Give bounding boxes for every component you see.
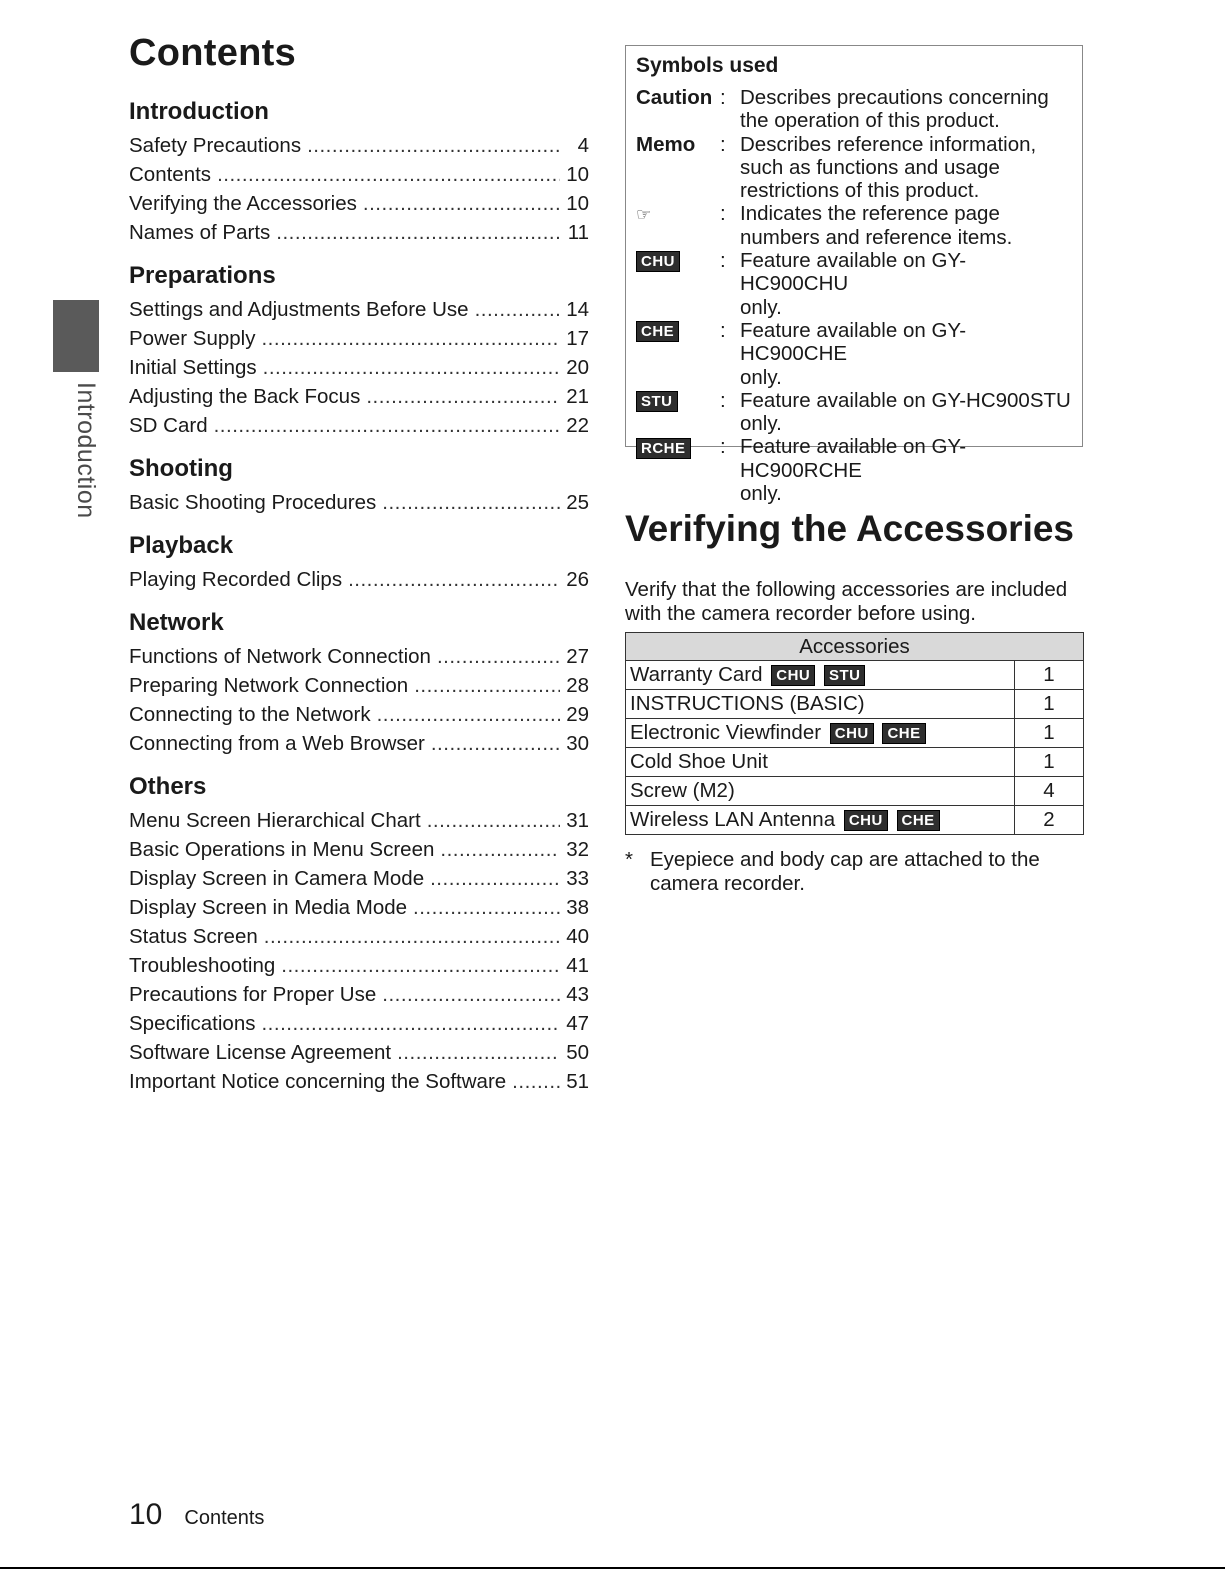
- symbol-colon: :: [720, 132, 726, 156]
- toc-entry-title: Power Supply: [129, 327, 256, 350]
- symbol-colon: :: [720, 202, 726, 226]
- toc-section: [129, 454, 589, 517]
- toc-section: [129, 608, 589, 758]
- accessory-name-cell: [626, 661, 1015, 690]
- toc-leader-dots: [512, 1067, 560, 1096]
- toc-entry[interactable]: [129, 835, 589, 864]
- toc-entry-page: 41: [566, 954, 589, 977]
- toc-entry-title: Connecting from a Web Browser: [129, 732, 425, 755]
- toc-entry-title: Basic Shooting Procedures: [129, 491, 377, 514]
- toc-entry-title: Menu Screen Hierarchical Chart: [129, 809, 421, 832]
- accessory-name-cell: [626, 748, 1015, 777]
- toc-entry-page: 30: [566, 732, 589, 755]
- symbol-row: [636, 389, 1072, 436]
- accessory-row: [626, 748, 1084, 777]
- symbol-description-line: Feature available on GY-HC900CHU: [740, 249, 967, 296]
- accessory-quantity: 1: [1015, 719, 1084, 748]
- toc-entry-page: 31: [566, 809, 589, 832]
- toc-entry-title: Status Screen: [129, 925, 258, 948]
- accessory-name: Screw (M2): [630, 779, 735, 802]
- toc-entry-title: Specifications: [129, 1012, 256, 1035]
- toc-entry-page: 22: [566, 414, 589, 437]
- accessory-row: [626, 719, 1084, 748]
- toc-section: [129, 772, 589, 1096]
- table-of-contents: [129, 97, 589, 1096]
- accessory-quantity: 2: [1015, 806, 1084, 835]
- toc-entry-title: Functions of Network Connection: [129, 645, 431, 668]
- toc-entry-page: 14: [566, 298, 589, 321]
- toc-entry-page: 10: [566, 192, 589, 215]
- toc-entry[interactable]: [129, 729, 589, 758]
- toc-entry-title: SD Card: [129, 414, 208, 437]
- accessories-note: [625, 848, 1085, 896]
- symbol-description-line: only.: [740, 412, 782, 436]
- accessories-heading: Verifying the Accessories: [625, 508, 1075, 549]
- symbol-description: [740, 202, 1072, 249]
- toc-entry-title: Troubleshooting: [129, 954, 276, 977]
- toc-entry-page: 20: [566, 356, 589, 379]
- symbol-description-line: Describes reference information,: [740, 132, 1037, 156]
- symbol-key: Caution: [636, 86, 713, 109]
- toc-leader-dots: [348, 565, 560, 594]
- toc-entry-title: Playing Recorded Clips: [129, 568, 343, 591]
- toc-entry-page: 4: [577, 134, 589, 157]
- symbols-title: Symbols used: [636, 54, 779, 77]
- toc-entry[interactable]: [129, 980, 589, 1009]
- symbol-row: [636, 319, 1072, 389]
- toc-entry-page: 50: [566, 1041, 589, 1064]
- toc-leader-dots: [263, 353, 561, 382]
- toc-entry-page: 17: [566, 327, 589, 350]
- toc-section-heading: Preparations: [129, 262, 276, 289]
- symbol-description: [740, 389, 1072, 436]
- toc-entry-title: Display Screen in Media Mode: [129, 896, 408, 919]
- toc-leader-dots: [440, 835, 560, 864]
- symbol-description-line: only.: [740, 482, 782, 506]
- toc-leader-dots: [413, 893, 560, 922]
- toc-section: [129, 97, 589, 247]
- toc-entry[interactable]: [129, 488, 589, 517]
- toc-entry[interactable]: [129, 353, 589, 382]
- toc-leader-dots: [414, 671, 560, 700]
- toc-entry-page: 27: [566, 645, 589, 668]
- accessory-name-cell: [626, 806, 1015, 835]
- symbol-description-line: Indicates the reference page: [740, 202, 1000, 226]
- toc-entry[interactable]: [129, 951, 589, 980]
- toc-section: [129, 261, 589, 440]
- toc-entry-title: Initial Settings: [129, 356, 257, 379]
- symbol-description: [740, 249, 1072, 319]
- toc-entry-title: Safety Precautions: [129, 134, 302, 157]
- symbol-colon: :: [720, 388, 726, 412]
- accessory-row: [626, 777, 1084, 806]
- accessory-row: [626, 690, 1084, 719]
- accessories-table: [625, 632, 1084, 835]
- symbol-description-line: numbers and reference items.: [740, 225, 1013, 249]
- model-badge-stu: STU: [636, 391, 678, 412]
- model-badge-stu: STU: [824, 665, 866, 686]
- toc-section-heading: Playback: [129, 532, 234, 559]
- toc-entry-title: Contents: [129, 163, 212, 186]
- toc-leader-dots: [431, 729, 560, 758]
- toc-entry-title: Software License Agreement: [129, 1041, 392, 1064]
- accessories-table-body: [626, 661, 1084, 835]
- toc-leader-dots: [307, 131, 561, 160]
- symbol-row: [636, 202, 1072, 249]
- accessory-name: Wireless LAN Antenna: [630, 808, 836, 831]
- accessory-name: Warranty Card: [630, 663, 763, 686]
- toc-leader-dots: [437, 642, 560, 671]
- toc-entry[interactable]: [129, 382, 589, 411]
- symbol-key: Memo: [636, 132, 696, 156]
- toc-section-heading: Network: [129, 609, 224, 636]
- model-badge-chu: CHU: [636, 251, 680, 272]
- toc-leader-dots: [475, 295, 561, 324]
- footer-page-number: 10: [129, 1498, 163, 1531]
- toc-entry-page: 11: [567, 221, 589, 244]
- symbol-description-line: only.: [740, 295, 782, 319]
- accessories-table-header-row: [626, 633, 1084, 661]
- toc-leader-dots: [214, 411, 561, 440]
- toc-entry[interactable]: [129, 671, 589, 700]
- accessories-intro: Verify that the following accessories are included with the camera recorder before using.: [625, 578, 1068, 625]
- toc-entry-title: Verifying the Accessories: [129, 192, 357, 215]
- toc-entry-page: 26: [566, 568, 589, 591]
- model-badge-che: CHE: [882, 723, 925, 744]
- toc-leader-dots: [382, 980, 560, 1009]
- accessory-row: [626, 806, 1084, 835]
- toc-entry-title: Settings and Adjustments Before Use: [129, 298, 469, 321]
- model-badge-rche: RCHE: [636, 438, 691, 459]
- symbol-key: [636, 249, 720, 319]
- toc-entry[interactable]: [129, 1067, 589, 1096]
- toc-entry[interactable]: [129, 218, 589, 247]
- toc-leader-dots: [397, 1038, 560, 1067]
- toc-entry[interactable]: [129, 324, 589, 353]
- accessory-row: [626, 661, 1084, 690]
- accessory-name: Cold Shoe Unit: [630, 750, 768, 773]
- toc-entry-title: Names of Parts: [129, 221, 271, 244]
- page-title: Contents: [129, 32, 297, 74]
- toc-entry-page: 33: [566, 867, 589, 890]
- toc-leader-dots: [363, 189, 560, 218]
- toc-entry[interactable]: [129, 864, 589, 893]
- symbol-description-line: restrictions of this product.: [740, 179, 980, 203]
- toc-leader-dots: [217, 160, 560, 189]
- toc-entry[interactable]: [129, 700, 589, 729]
- toc-entry-title: Important Notice concerning the Software: [129, 1070, 507, 1093]
- toc-section: [129, 531, 589, 594]
- toc-entry[interactable]: [129, 922, 589, 951]
- accessories-table-header: Accessories: [626, 633, 1084, 661]
- accessory-name-cell: [626, 777, 1015, 806]
- toc-entry[interactable]: [129, 642, 589, 671]
- accessory-quantity: 1: [1015, 661, 1084, 690]
- toc-leader-dots: [261, 1009, 560, 1038]
- toc-entry[interactable]: [129, 806, 589, 835]
- toc-leader-dots: [377, 700, 561, 729]
- toc-leader-dots: [430, 864, 560, 893]
- page-footer: [129, 1498, 264, 1532]
- symbol-row: [636, 435, 1072, 505]
- toc-entry-page: 10: [566, 163, 589, 186]
- model-badge-chu: CHU: [844, 810, 888, 831]
- toc-leader-dots: [264, 922, 560, 951]
- symbol-key: [636, 389, 720, 436]
- symbol-description-line: only.: [740, 365, 782, 389]
- symbol-colon: :: [720, 86, 726, 109]
- model-badge-che: CHE: [636, 321, 679, 342]
- toc-entry[interactable]: [129, 1009, 589, 1038]
- toc-entry-title: Adjusting the Back Focus: [129, 385, 361, 408]
- symbol-description: [740, 435, 1072, 505]
- toc-leader-dots: [261, 324, 560, 353]
- symbol-description-line: such as functions and usage: [740, 155, 1000, 179]
- accessory-name-cell: [626, 719, 1015, 748]
- toc-entry-page: 43: [566, 983, 589, 1006]
- symbol-description: [740, 133, 1072, 203]
- symbol-colon: :: [720, 435, 726, 459]
- side-tab-marker: [53, 300, 99, 372]
- toc-entry-page: 29: [566, 703, 589, 726]
- toc-entry[interactable]: [129, 411, 589, 440]
- toc-entry-title: Preparing Network Connection: [129, 674, 409, 697]
- toc-entry-page: 51: [566, 1070, 589, 1093]
- toc-entry-page: 38: [566, 896, 589, 919]
- toc-entry-page: 32: [566, 838, 589, 861]
- symbol-key: [636, 202, 720, 249]
- symbol-key: [636, 435, 720, 505]
- model-badge-che: CHE: [897, 810, 940, 831]
- toc-leader-dots: [281, 951, 560, 980]
- symbol-row: [636, 86, 1072, 133]
- symbol-description-line: Describes precautions concerning: [740, 86, 1049, 109]
- toc-leader-dots: [427, 806, 561, 835]
- side-tab-label: Introduction: [72, 382, 100, 519]
- toc-entry-title: Display Screen in Camera Mode: [129, 867, 425, 890]
- toc-section-heading: Shooting: [129, 455, 233, 482]
- symbol-colon: :: [720, 318, 726, 342]
- symbol-row: [636, 249, 1072, 319]
- toc-section-heading: Others: [129, 773, 207, 800]
- symbol-description: [740, 319, 1072, 389]
- accessory-quantity: 1: [1015, 748, 1084, 777]
- symbols-used-box: [625, 45, 1083, 506]
- note-text: Eyepiece and body cap are attached to the camera recorder.: [650, 848, 1040, 895]
- toc-entry-page: 28: [566, 674, 589, 697]
- footer-label: Contents: [184, 1507, 265, 1529]
- toc-entry-page: 25: [566, 491, 589, 514]
- contents-column: [129, 32, 589, 1110]
- toc-leader-dots: [366, 382, 560, 411]
- symbol-description-line: Feature available on GY-HC900STU: [740, 388, 1071, 412]
- accessory-name: Electronic Viewfinder: [630, 721, 822, 744]
- toc-leader-dots: [276, 218, 561, 247]
- toc-entry[interactable]: [129, 295, 589, 324]
- toc-entry[interactable]: [129, 160, 589, 189]
- model-badge-chu: CHU: [771, 665, 815, 686]
- symbols-list: [636, 86, 1072, 505]
- toc-entry[interactable]: [129, 893, 589, 922]
- toc-entry-page: 21: [566, 385, 589, 408]
- symbol-colon: :: [720, 249, 726, 273]
- symbol-row: [636, 133, 1072, 203]
- symbol-key: [636, 319, 720, 389]
- symbol-description-line: the operation of this product.: [740, 109, 1000, 133]
- toc-entry[interactable]: [129, 565, 589, 594]
- toc-entry-title: Connecting to the Network: [129, 703, 371, 726]
- bottom-rule: [0, 1567, 1225, 1569]
- toc-entry-page: 47: [566, 1012, 589, 1035]
- toc-entry-title: Basic Operations in Menu Screen: [129, 838, 435, 861]
- symbol-description-line: Feature available on GY-HC900CHE: [740, 318, 967, 366]
- toc-entry[interactable]: [129, 1038, 589, 1067]
- toc-entry[interactable]: [129, 189, 589, 218]
- symbol-description-line: Feature available on GY-HC900RCHE: [740, 435, 967, 482]
- model-badge-chu: CHU: [830, 723, 874, 744]
- accessory-quantity: 4: [1015, 777, 1084, 806]
- accessory-quantity: 1: [1015, 690, 1084, 719]
- symbol-description: [740, 86, 1072, 133]
- accessory-name: INSTRUCTIONS (BASIC): [630, 692, 865, 715]
- toc-entry[interactable]: [129, 131, 589, 160]
- note-marker: *: [625, 848, 633, 871]
- toc-entry-page: 40: [566, 925, 589, 948]
- toc-entry-title: Precautions for Proper Use: [129, 983, 377, 1006]
- reference-hand-icon: ☞: [636, 205, 652, 225]
- accessory-name-cell: [626, 690, 1015, 719]
- toc-section-heading: Introduction: [129, 98, 269, 125]
- toc-leader-dots: [382, 488, 560, 517]
